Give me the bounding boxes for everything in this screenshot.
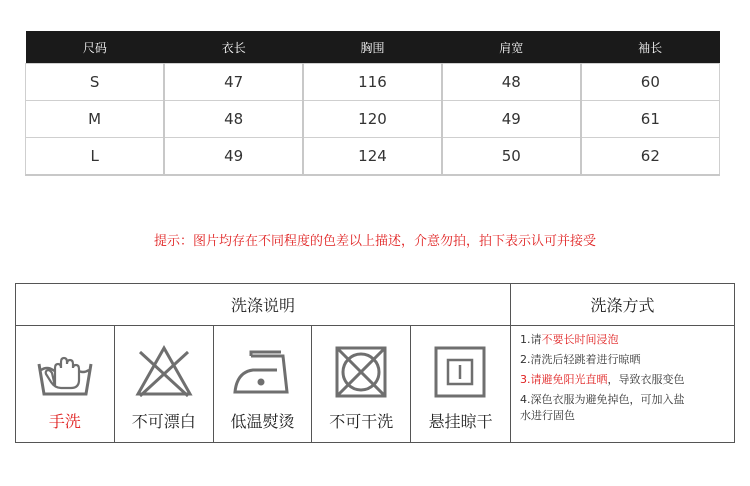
cell-length: 48 (164, 101, 303, 138)
care-item-low-iron (214, 326, 313, 442)
method-item-3 (520, 372, 734, 388)
method-item-1 (520, 332, 734, 348)
care-label-no-dry-clean: 不可干洗 (329, 412, 394, 431)
cell-chest: 116 (303, 64, 442, 101)
hand-wash-icon (33, 340, 97, 402)
cell-shoulder: 50 (442, 138, 581, 176)
cell-length: 47 (164, 64, 303, 101)
method-item-4-cont: 水进行固色 (520, 409, 575, 422)
cell-shoulder: 49 (442, 101, 581, 138)
table-row (26, 138, 720, 176)
care-label-hang-dry: 悬挂晾干 (428, 412, 493, 431)
care-item-hang-dry (411, 326, 510, 442)
size-table (25, 31, 720, 176)
header-chest: 胸围 (303, 31, 442, 64)
low-iron-icon (231, 340, 295, 402)
table-row (26, 64, 720, 101)
cell-chest: 120 (303, 101, 442, 138)
cell-shoulder: 48 (442, 64, 581, 101)
header-size: 尺码 (26, 31, 165, 64)
wash-methods-title: 洗涤方式 (511, 284, 734, 326)
cell-size: S (26, 64, 165, 101)
care-icons-row (16, 326, 511, 442)
cell-length: 49 (164, 138, 303, 176)
table-row (26, 101, 720, 138)
no-dry-clean-icon (329, 340, 393, 402)
wash-instructions-title: 洗涤说明 (16, 284, 511, 326)
cell-size: M (26, 101, 165, 138)
care-label-low-iron: 低温熨烫 (230, 412, 295, 431)
cell-size: L (26, 138, 165, 176)
wash-care-panel (15, 283, 735, 443)
care-item-hand-wash (16, 326, 115, 442)
cell-chest: 124 (303, 138, 442, 176)
care-label-hand-wash: 手洗 (48, 412, 81, 431)
cell-sleeve: 60 (581, 64, 720, 101)
method-item-4: 4.深色衣服为避免掉色，可加入盐 (520, 393, 685, 406)
header-shoulder: 肩宽 (442, 31, 581, 64)
method-1-warning: 不要长时间浸泡 (541, 333, 619, 346)
size-table-header (26, 31, 720, 64)
method-3-warning: 3.请避免阳光直晒 (520, 373, 608, 386)
header-sleeve: 袖长 (581, 31, 720, 64)
cell-sleeve: 62 (581, 138, 720, 176)
method-3-rest: ，导致衣服变色 (607, 373, 685, 386)
cell-sleeve: 61 (581, 101, 720, 138)
method-1-prefix: 1.请 (520, 333, 542, 346)
no-bleach-icon (132, 340, 196, 402)
care-label-no-bleach: 不可漂白 (131, 412, 196, 431)
hang-dry-icon (428, 340, 492, 402)
color-difference-notice: 提示：图片均存在不同程度的色差以上描述，介意勿拍，拍下表示认可并接受 (153, 234, 596, 249)
header-length: 衣长 (164, 31, 303, 64)
care-item-no-bleach (115, 326, 214, 442)
care-item-no-dry-clean (312, 326, 411, 442)
method-item-2: 2.清洗后轻跳着进行晾晒 (520, 353, 641, 366)
wash-methods-list (511, 326, 734, 442)
